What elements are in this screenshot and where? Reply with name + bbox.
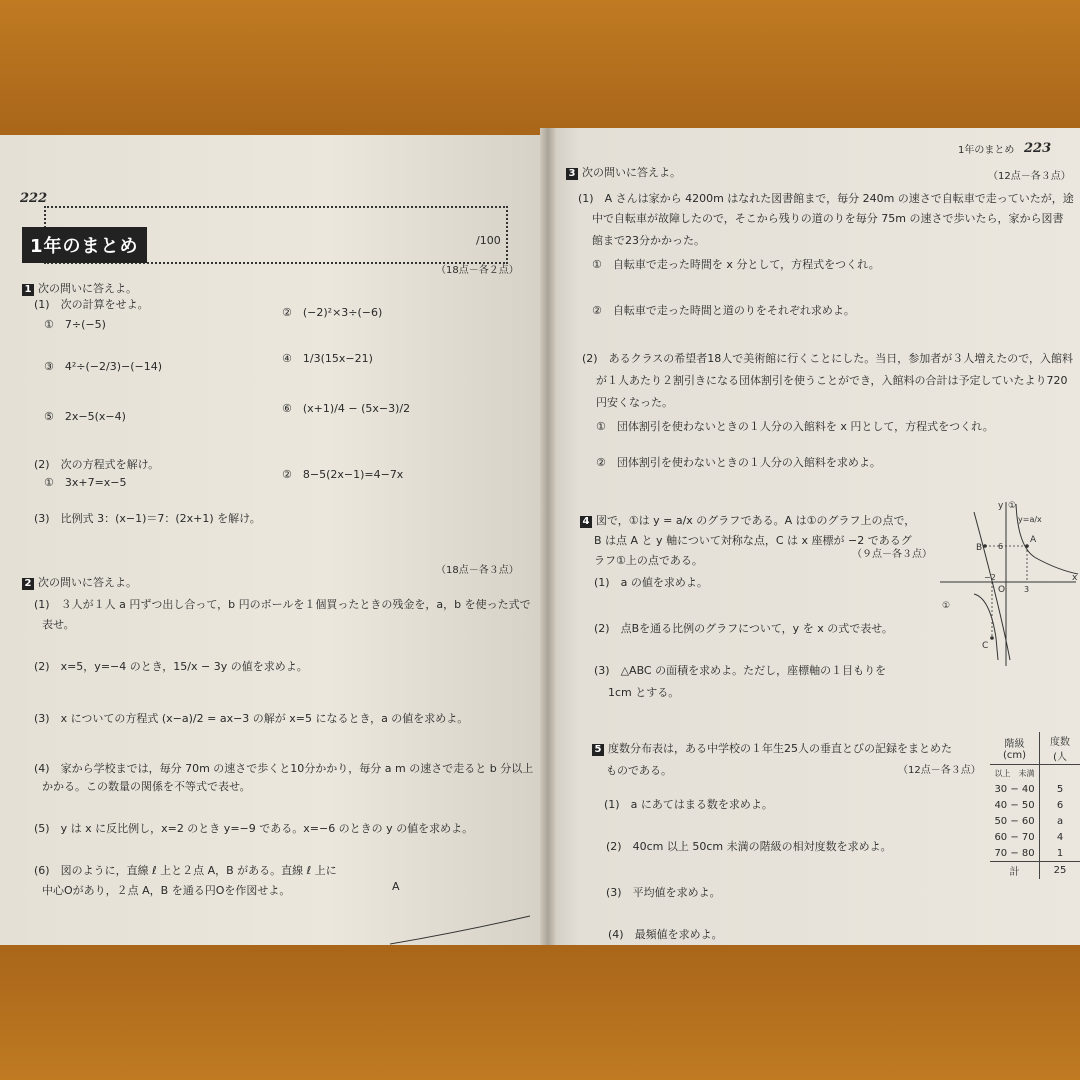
s3-points: （12点－各３点）: [988, 171, 1071, 182]
s4-q3-cont: 1cm とする。: [608, 686, 680, 699]
s1-heading: [22, 282, 137, 296]
right-header: 1年のまとめ: [958, 145, 1015, 156]
left-page-number: 222: [20, 191, 48, 206]
s5-number: 5: [592, 744, 604, 756]
s5-q4: (4) 最頻値を求めよ。: [608, 928, 723, 941]
right-page-number: 223: [1024, 141, 1052, 156]
s1-q1-label: (1) 次の計算をせよ。: [34, 298, 149, 311]
page-title: 1年のまとめ: [22, 227, 147, 263]
s1-q1-item: ③ 4²÷(−2/3)−(−14): [44, 360, 163, 373]
s1-q2-item: ② 8−5(2x−1)=4−7x: [282, 468, 404, 481]
s2-heading-text: 次の問いに答えよ。: [38, 576, 137, 589]
s5-q1: (1) a にあてはまる数を求めよ。: [604, 798, 773, 811]
background-bottom: [0, 945, 1080, 1080]
s4-q3: (3) △ABC の面積を求めよ。ただし，座標軸の１目もりを: [594, 664, 887, 677]
s1-points: （18点－各２点）: [436, 265, 519, 276]
s5-line-2: ものである。: [606, 764, 672, 777]
table-subheader: 以上 未満: [994, 768, 1035, 778]
s2-q4: (4) 家から学校までは，毎分 70m の速さで歩くと10分かかり，毎分 a m の速さで走ると b 分以上: [34, 762, 534, 775]
s1-q2-item: ① 3x+7=x−5: [44, 476, 127, 489]
table-row: 30 − 40 5: [990, 781, 1080, 797]
graph-y-axis-label: y: [998, 501, 1004, 511]
frequency-table: [990, 732, 1080, 879]
s1-q1-item: ① 7÷(−5): [44, 318, 106, 331]
table-row: 60 − 70 4: [990, 829, 1080, 845]
table-row: 50 − 60 a: [990, 813, 1080, 829]
graph-point-b: B: [976, 543, 983, 553]
s3-q2-2: ② 団体割引を使わないときの１人分の入館料を求めよ。: [596, 456, 881, 469]
graph-curve-label-lower: ①: [942, 601, 951, 611]
s5-line-1: [592, 742, 952, 756]
s5-line-text: 度数分布表は，ある中学校の１年生25人の垂直とびの記録をまとめた: [608, 742, 952, 755]
table-row: 40 − 50 6: [990, 797, 1080, 813]
s2-q2: (2) x=5，y=−4 のとき，15/x − 3y の値を求めよ。: [34, 660, 308, 673]
s2-number: 2: [22, 578, 34, 590]
graph-point-a: A: [1030, 535, 1037, 545]
graph-origin: O: [998, 585, 1006, 595]
s2-points: （18点－各３点）: [436, 565, 519, 576]
graph-curve-label: ①: [1008, 501, 1017, 511]
graph-tick-minus2: −2: [984, 573, 996, 582]
graph-x-axis-label: x: [1072, 573, 1078, 583]
s3-heading-text: 次の問いに答えよ。: [582, 166, 681, 179]
s3-q1: (1) A さんは家から 4200m はなれた図書館まで，毎分 240m の速さで自転車で走っていたが，途: [578, 192, 1074, 205]
graph-tick-six: 6: [998, 542, 1004, 551]
s4-q2: (2) 点Bを通る比例のグラフについて，y を x の式で表せ。: [594, 622, 893, 635]
graph-tick-three: 3: [1024, 585, 1030, 594]
s3-number: 3: [566, 168, 578, 180]
s1-q1-item: ② (−2)²×3÷(−6): [282, 306, 383, 319]
line-l: [390, 912, 540, 945]
s4-q1: (1) a の値を求めよ。: [594, 576, 708, 589]
s2-q1-cont: 表せ。: [42, 618, 75, 631]
s2-q3: (3) x についての方程式 (x−a)/2 = ax−3 の解が x=5 になるとき，a の値を求めよ。: [34, 712, 469, 725]
s4-line-text: 図で，①は y = a/x のグラフである。A は①のグラフ上の点で，: [596, 514, 916, 527]
s2-q1: (1) ３人が１人 a 円ずつ出し合って，b 円のボールを１個買ったときの残金を，a，b を使った式で: [34, 598, 531, 611]
s1-q2-label: (2) 次の方程式を解け。: [34, 458, 160, 471]
s2-heading: [22, 576, 137, 590]
s1-q3: (3) 比例式 3：(x−1)＝7：(2x+1) を解け。: [34, 512, 261, 525]
s3-heading: [566, 166, 681, 180]
book-spine: [540, 128, 556, 945]
s2-q4-cont: かかる。この数量の関係を不等式で表せ。: [42, 780, 251, 793]
s3-q2-cont: が１人あたり２割引きになる団体割引を使うことができ，入館料の合計は予定していたより720: [596, 374, 1068, 387]
s1-number: 1: [22, 284, 34, 296]
s3-q2-1: ① 団体割引を使わないときの１人分の入館料を x 円として，方程式をつくれ。: [596, 420, 994, 433]
s5-points: （12点－各３点）: [898, 765, 981, 776]
s1-q1-item: ⑤ 2x−5(x−4): [44, 410, 126, 423]
s4-line-1: [580, 514, 915, 528]
graph-formula: y=a/x: [1018, 515, 1042, 524]
s1-q1-item: ④ 1/3(15x−21): [282, 352, 373, 365]
s2-q6-cont: 中心Oがあり，２点 A，B を通る円Oを作図せよ。: [42, 884, 291, 897]
s3-q1-1: ① 自転車で走った時間を x 分として，方程式をつくれ。: [592, 258, 880, 271]
s5-q3: (3) 平均値を求めよ。: [606, 886, 721, 899]
inverse-proportion-graph: [940, 498, 1080, 668]
score-total: /100: [476, 234, 501, 247]
graph-point-c: C: [982, 641, 989, 651]
s4-number: 4: [580, 516, 592, 528]
s4-points: （９点－各３点）: [852, 549, 932, 560]
s3-q1-cont: 館まで23分かかった。: [592, 234, 705, 247]
s4-line-2: B は点 A と y 軸について対称な点，C は x 座標が −2 であるグ: [594, 534, 912, 547]
s3-q1-cont: 中で自転車が故障したので，そこから残りの道のりを毎分 75m の速さで歩いたら，家から図書: [592, 212, 1064, 225]
s5-q2: (2) 40cm 以上 50cm 未満の階級の相対度数を求めよ。: [606, 840, 892, 853]
s3-q2-cont: 円安くなった。: [596, 396, 673, 409]
construction-point-a: A: [392, 880, 400, 893]
table-total-row: 計 25: [990, 862, 1080, 880]
table-header-frequency: 度数(人: [1040, 732, 1080, 765]
s2-q6: (6) 図のように，直線 ℓ 上と２点 A，B がある。直線 ℓ 上に: [34, 864, 337, 877]
s1-heading-text: 次の問いに答えよ。: [38, 282, 137, 295]
table-row: 70 − 80 1: [990, 845, 1080, 862]
s3-q1-2: ② 自転車で走った時間と道のりをそれぞれ求めよ。: [592, 304, 855, 317]
s2-q5: (5) y は x に反比例し，x=2 のとき y=−9 である。x=−6 のときの y の値を求めよ。: [34, 822, 474, 835]
s4-line-3: ラフ①上の点である。: [594, 554, 703, 567]
background-top: [0, 0, 1080, 135]
table-header-class: 階級(cm): [990, 732, 1040, 765]
s1-q1-item: ⑥ (x+1)/4 − (5x−3)/2: [282, 402, 411, 415]
s3-q2: (2) あるクラスの希望者18人で美術館に行くことにした。当日，参加者が３人増えたので，入館料: [582, 352, 1074, 365]
